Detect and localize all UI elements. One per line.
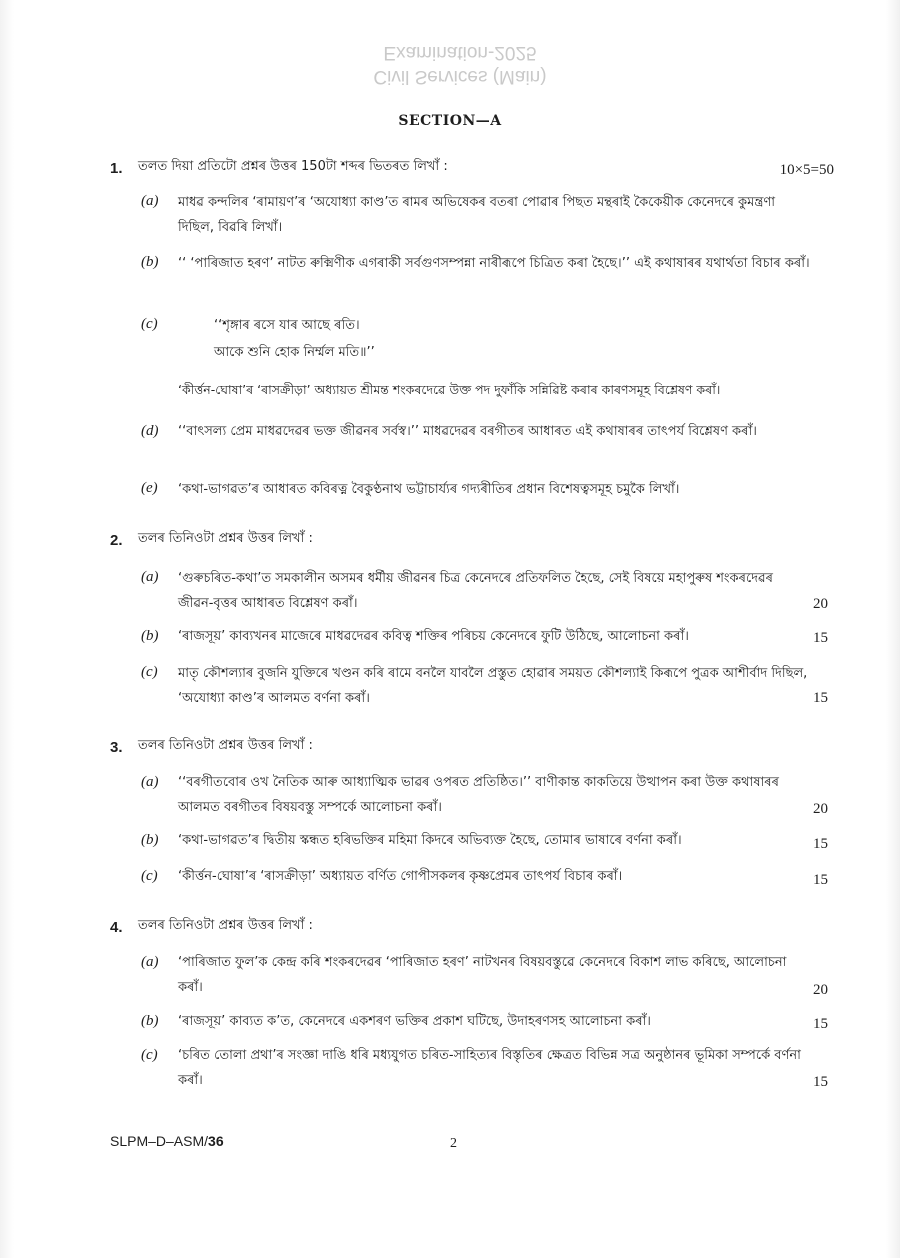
question-1-marks: 10×5=50: [779, 162, 834, 178]
q2-part-b-text: ‘ৰাজসূয়’ কাব্যখনৰ মাজেৰে মাধৱদেৱৰ কবিত্ব শক্তিৰ পৰিচয় কেনেদৰে ফুটি উঠিছে, আলোচনা কৰাঁ।: [178, 629, 689, 644]
question-2-number: 2.: [110, 532, 123, 549]
q2-part-b-label: (b): [141, 628, 159, 644]
question-3-number: 3.: [110, 739, 123, 756]
q4-part-b-text: ‘ৰাজসূয়’ কাব্যত ক’ত, কেনেদৰে একশৰণ ভক্তিৰ প্ৰকাশ ঘটিছে, উদাহৰণসহ আলোচনা কৰাঁ।: [178, 1014, 651, 1029]
q2-part-a-text: ‘গুৰুচৰিত-কথা’ত সমকালীন অসমৰ ধৰ্মীয় জীৱনৰ চিত্ৰ কেনেদৰে প্ৰতিফলিত হৈছে, সেই বিষয়ে মহাপুৰুষ শংকৰদেৱৰ জীৱন-বৃত্তৰ আধাৰত বিশ্লেষণ কৰাঁ।: [178, 571, 773, 611]
q4-part-a-label: (a): [141, 954, 159, 970]
paper-code-prefix: SLPM–D–ASM/: [110, 1133, 209, 1149]
question-2-instruction: তলৰ তিনিওটা প্ৰশ্নৰ উত্তৰ লিখাঁ :: [138, 531, 313, 546]
q2-part-c-label: (c): [141, 664, 158, 680]
question-1-number: 1.: [110, 160, 123, 177]
question-1-instruction: তলত দিয়া প্ৰতিটো প্ৰশ্নৰ উত্তৰ 150টা শব্দৰ ভিতৰত লিখাঁ :: [138, 159, 448, 174]
q2-part-c-text: মাতৃ কৌশল্যাৰ বুজনি যুক্তিৰে খণ্ডন কৰি ৰামে বনলৈ যাবলৈ প্ৰস্তুত হোৱাৰ সময়ত কৌশল্যাই কিৰূপে পুত্ৰক আশীৰ্বাদ দিছিল, ‘অযোধ্যা কাণ্ড’ৰ আলমত বৰ্ণনা কৰাঁ।: [178, 666, 808, 706]
question-4-instruction: তলৰ তিনিওটা প্ৰশ্নৰ উত্তৰ লিখাঁ :: [138, 918, 313, 933]
q4-part-a-marks: 20: [813, 982, 828, 998]
q1-part-c-verse-2: আকে শুনি হোক নিৰ্ম্মল মতি॥’’: [214, 345, 375, 360]
q1-part-e-text: ‘কথা-ভাগৱত’ৰ আধাৰত কবিৰত্ন বৈকুণ্ঠনাথ ভট্টাচাৰ্য্যৰ গদ্যৰীতিৰ প্ৰধান বিশেষত্বসমূহ চমুকৈ লিখাঁ।: [178, 482, 680, 497]
q1-part-a-text: মাধৱ কন্দলিৰ ‘ৰামায়ণ’ৰ ‘অযোধ্যা কাণ্ড’ত ৰামৰ অভিষেকৰ বতৰা পোৱাৰ পিছত মন্থৰাই কৈকেয়ীক কেনেদৰে কুমন্ত্ৰণা দিছিল, বিৱৰি লিখাঁ।: [178, 195, 776, 235]
q4-part-c-label: (c): [141, 1047, 158, 1063]
q1-part-c-text: ‘কীৰ্ত্তন-ঘোষা’ৰ ‘ৰাসক্ৰীড়া’ অধ্যায়ত শ্ৰীমন্ত শংকৰদেৱে উক্ত পদ দুফাঁকি সন্নিৱিষ্ট কৰাৰ কাৰণসমূহ বিশ্লেষণ কৰাঁ।: [178, 382, 721, 397]
q3-part-a-label: (a): [141, 774, 159, 790]
q3-part-b-marks: 15: [813, 836, 828, 852]
q1-part-c-verse-1: ‘‘শৃঙ্গাৰ ৰসে যাৰ আছে ৰতি।: [214, 318, 360, 333]
section-title: SECTION—A: [398, 113, 502, 129]
q3-part-a-marks: 20: [813, 801, 828, 817]
q1-part-b-text: ‘‘ ‘পাৰিজাত হৰণ’ নাটত ৰুক্মিণীক এগৰাকী সৰ্বগুণসম্পন্না নাৰীৰূপে চিত্ৰিত কৰা হৈছে।’’ এই কথাষাৰৰ যথাৰ্থতা বিচাৰ কৰাঁ।: [178, 256, 810, 271]
q2-part-a-label: (a): [141, 569, 159, 585]
q4-part-c-marks: 15: [813, 1074, 828, 1090]
q3-part-c-text: ‘কীৰ্ত্তন-ঘোষা’ৰ ‘ৰাসক্ৰীড়া’ অধ্যায়ত বৰ্ণিত গোপীসকলৰ কৃষ্ণপ্ৰেমৰ তাৎপৰ্য বিচাৰ কৰাঁ।: [178, 869, 623, 884]
q1-part-b-label: (b): [141, 254, 159, 270]
question-3-instruction: তলৰ তিনিওটা প্ৰশ্নৰ উত্তৰ লিখাঁ :: [138, 738, 313, 753]
q2-part-b-marks: 15: [813, 630, 828, 646]
question-4-number: 4.: [110, 919, 123, 936]
q4-part-c-text: ‘চৰিত তোলা প্ৰথা’ৰ সংজ্ঞা দাঙি ধৰি মধ্যযুগত চৰিত-সাহিত্যৰ বিস্তৃতিৰ ক্ষেত্ৰত বিভিন্ন সত্ৰ অনুষ্ঠানৰ ভূমিকা সম্পৰ্কে বৰ্ণনা কৰাঁ।: [178, 1048, 801, 1088]
watermark-text: [340, 40, 580, 88]
q3-part-c-marks: 15: [813, 872, 828, 888]
watermark-line-2: Examination-2025: [383, 42, 537, 63]
watermark-line-1: Civil Services (Main): [373, 66, 547, 87]
q1-part-c-label: (c): [141, 316, 158, 332]
q4-part-b-marks: 15: [813, 1016, 828, 1032]
q1-part-a-label: (a): [141, 193, 159, 209]
page-number: 2: [450, 1136, 457, 1151]
paper-code-number: 36: [208, 1133, 224, 1149]
q4-part-a-text: ‘পাৰিজাত ফুল’ক কেন্দ্ৰ কৰি শংকৰদেৱৰ ‘পাৰিজাত হৰণ’ নাটখনৰ বিষয়বস্তুৱে কেনেদৰে বিকাশ লাভ কৰিছে, আলোচনা কৰাঁ।: [178, 955, 787, 995]
q2-part-a-marks: 20: [813, 596, 828, 612]
q1-part-e-label: (e): [141, 480, 158, 496]
q2-part-c-marks: 15: [813, 690, 828, 706]
q3-part-a-text: ‘‘বৰগীতবোৰ ওখ নৈতিক আৰু আধ্যাত্মিক ভাৱৰ ওপৰত প্ৰতিষ্ঠিত।’’ বাণীকান্ত কাকতিয়ে উত্থাপন কৰা উক্ত কথাষাৰৰ আলমত বৰগীতৰ বিষয়বস্তু সম্পৰ্কে আলোচনা কৰাঁ।: [178, 775, 779, 815]
q1-part-d-text: ‘‘বাৎসল্য প্ৰেম মাধৱদেৱৰ ভক্ত জীৱনৰ সৰ্বস্ব।’’ মাধৱদেৱৰ বৰগীতৰ আধাৰত এই কথাষাৰৰ তাৎপৰ্য বিশ্লেষণ কৰাঁ।: [178, 424, 757, 439]
q3-part-b-label: (b): [141, 832, 159, 848]
q1-part-d-label: (d): [141, 423, 159, 439]
q3-part-b-text: ‘কথা-ভাগৱত’ৰ দ্বিতীয় স্কন্ধত হৰিভক্তিৰ মহিমা কিদৰে অভিব্যক্ত হৈছে, তোমাৰ ভাষাৰে বৰ্ণনা কৰাঁ।: [178, 833, 682, 848]
q4-part-b-label: (b): [141, 1013, 159, 1029]
q3-part-c-label: (c): [141, 868, 158, 884]
paper-code: [110, 1133, 224, 1149]
